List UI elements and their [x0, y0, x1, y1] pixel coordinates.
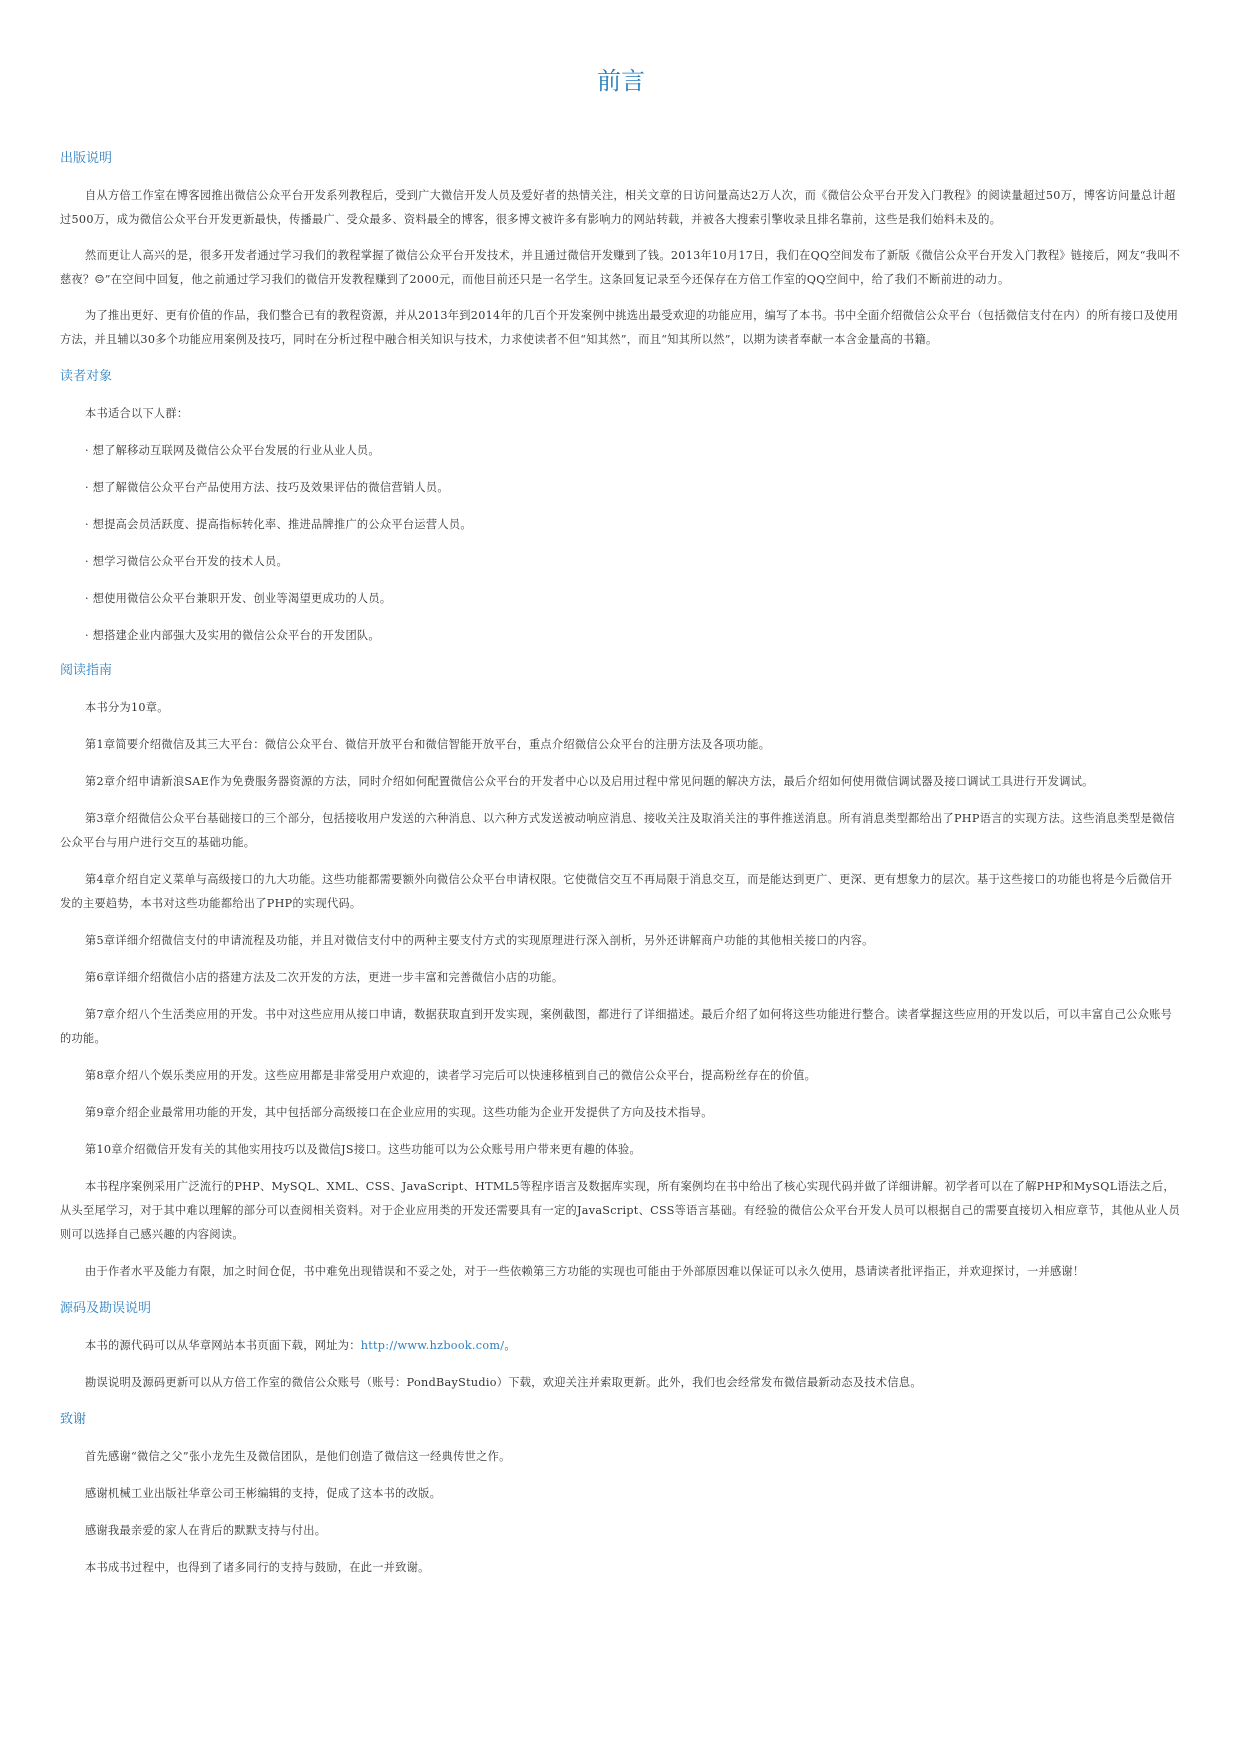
paragraph: 自从方倍工作室在博客园推出微信公众平台开发系列教程后，受到广大微信开发人员及爱好者的热情关注，相关文章的日访问量高达2万人次，而《微信公众平台开发入门教程》的阅读量超过50万，博客访问量总计超过500万，成为微信公众平台开发更新最快，传播最广、受众最多、资料最全的博客，很多博文被许多有影响力的网站转载，并被各大搜索引擎收录且排名靠前，这些是我们始料未及的。	[60, 189, 1176, 226]
paragraph: 第1章简要介绍微信及其三大平台：微信公众平台、微信开放平台和微信智能开放平台，重点介绍微信公众平台的注册方法及各项功能。	[85, 738, 771, 751]
list-item: · 想了解微信公众平台产品使用方法、技巧及效果评估的微信营销人员。	[85, 481, 449, 494]
paragraph: 由于作者水平及能力有限，加之时间仓促，书中难免出现错误和不妥之处，对于一些依赖第三方功能的实现也可能由于外部原因难以保证可以永久使用，恳请读者批评指正，并欢迎探讨，一并感谢！	[85, 1265, 1085, 1278]
paragraph: 第3章介绍微信公众平台基础接口的三个部分，包括接收用户发送的六种消息、以六种方式发送被动响应消息、接收关注及取消关注的事件推送消息。所有消息类型都给出了PHP语言的实现方法。这些消息类型是微信公众平台与用户进行交互的基础功能。	[60, 812, 1175, 849]
paragraph: 第9章介绍企业最常用功能的开发，其中包括部分高级接口在企业应用的实现。这些功能为企业开发提供了方向及技术指导。	[85, 1106, 713, 1119]
paragraph: 本书适合以下人群：	[85, 407, 189, 420]
section-heading-thanks: 致谢	[60, 1412, 87, 1427]
paragraph: 勘误说明及源码更新可以从方倍工作室的微信公众账号（账号：PondBayStudio）下载，欢迎关注并索取更新。此外，我们也会经常发布微信最新动态及技术信息。	[85, 1376, 922, 1389]
paragraph: 第2章介绍申请新浪SAE作为免费服务器资源的方法，同时介绍如何配置微信公众平台的开发者中心以及启用过程中常见问题的解决方法，最后介绍如何使用微信调试器及接口调试工具进行开发调试。	[85, 775, 1094, 788]
source-text: 本书的源代码可以从华章网站本书页面下载，网址为：	[85, 1339, 361, 1352]
paragraph: 为了推出更好、更有价值的作品，我们整合已有的教程资源，并从2013年到2014年的几百个开发案例中挑选出最受欢迎的功能应用，编写了本书。书中全面介绍微信公众平台（包括微信支付在内）的所有接口及使用方法，并且辅以30多个功能应用案例及技巧，同时在分析过程中融合相关知识与技术，力求使读者不但“知其然”，而且“知其所以然”，以期为读者奉献一本含金量高的书籍。	[60, 309, 1179, 346]
paragraph: 第8章介绍八个娱乐类应用的开发。这些应用都是非常受用户欢迎的，读者学习完后可以快速移植到自己的微信公众平台，提高粉丝存在的价值。	[85, 1069, 817, 1082]
list-item: · 想使用微信公众平台兼职开发、创业等渴望更成功的人员。	[85, 592, 392, 605]
page-title: 前言	[597, 67, 645, 95]
list-item: · 想提高会员活跃度、提高指标转化率、推进品牌推广的公众平台运营人员。	[85, 518, 472, 531]
paragraph: 第6章详细介绍微信小店的搭建方法及二次开发的方法，更进一步丰富和完善微信小店的功能。	[85, 971, 564, 984]
section-heading-guide: 阅读指南	[60, 663, 113, 678]
paragraph: 第5章详细介绍微信支付的申请流程及功能，并且对微信支付中的两种主要支付方式的实现原理进行深入剖析，另外还讲解商户功能的其他相关接口的内容。	[85, 934, 874, 947]
content	[60, 150, 1182, 1580]
paragraph-source-download	[60, 1334, 1182, 1358]
section-heading-publish: 出版说明	[60, 151, 113, 166]
paragraph: 本书分为10章。	[85, 701, 169, 714]
section-heading-source: 源码及勘误说明	[60, 1301, 152, 1316]
section-heading-readers: 读者对象	[60, 369, 113, 384]
list-item: · 想了解移动互联网及微信公众平台发展的行业从业人员。	[85, 444, 380, 457]
paragraph: 感谢我最亲爱的家人在背后的默默支持与付出。	[85, 1524, 327, 1537]
hzbook-link[interactable]: http://www.hzbook.com/	[360, 1339, 505, 1352]
paragraph: 第10章介绍微信开发有关的其他实用技巧以及微信JS接口。这些功能可以为公众账号用户带来更有趣的体验。	[85, 1143, 642, 1156]
paragraph: 首先感谢“微信之父”张小龙先生及微信团队，是他们创造了微信这一经典传世之作。	[85, 1450, 511, 1463]
paragraph: 第4章介绍自定义菜单与高级接口的九大功能。这些功能都需要额外向微信公众平台申请权限。它使微信交互不再局限于消息交互，而是能达到更广、更深、更有想象力的层次。基于这些接口的功能也将是今后微信开发的主要趋势，本书对这些功能都给出了PHP的实现代码。	[60, 873, 1173, 910]
paragraph: 感谢机械工业出版社华章公司王彬编辑的支持，促成了这本书的改版。	[85, 1487, 442, 1500]
source-suffix: 。	[504, 1339, 516, 1352]
list-item: · 想搭建企业内部强大及实用的微信公众平台的开发团队。	[85, 629, 380, 642]
paragraph: 本书成书过程中，也得到了诸多同行的支持与鼓励，在此一并致谢。	[85, 1561, 430, 1574]
list-item: · 想学习微信公众平台开发的技术人员。	[85, 555, 289, 568]
paragraph: 第7章介绍八个生活类应用的开发。书中对这些应用从接口申请，数据获取直到开发实现，案例截图，都进行了详细描述。最后介绍了如何将这些功能进行整合。读者掌握这些应用的开发以后，可以丰富自己公众账号的功能。	[60, 1008, 1173, 1045]
paragraph: 本书程序案例采用广泛流行的PHP、MySQL、XML、CSS、JavaScript、HTML5等程序语言及数据库实现，所有案例均在书中给出了核心实现代码并做了详细讲解。初学者可以在了解PHP和MySQL语法之后，从头至尾学习，对于其中难以理解的部分可以查阅相关资料。对于企业应用类的开发还需要具有一定的JavaScript、CSS等语言基础。有经验的微信公众平台开发人员可以根据自己的需要直接切入相应章节，其他从业人员则可以选择自己感兴趣的内容阅读。	[60, 1180, 1181, 1241]
paragraph: 然而更让人高兴的是，很多开发者通过学习我们的教程掌握了微信公众平台开发技术，并且通过微信开发赚到了钱。2013年10月17日，我们在QQ空间发布了新版《微信公众平台开发入门教程》链接后，网友“我叫不慈夜？☺”在空间中回复，他之前通过学习我们的微信开发教程赚到了2000元，而他目前还只是一名学生。这条回复记录至今还保存在方倍工作室的QQ空间中，给了我们不断前进的动力。	[60, 249, 1181, 286]
